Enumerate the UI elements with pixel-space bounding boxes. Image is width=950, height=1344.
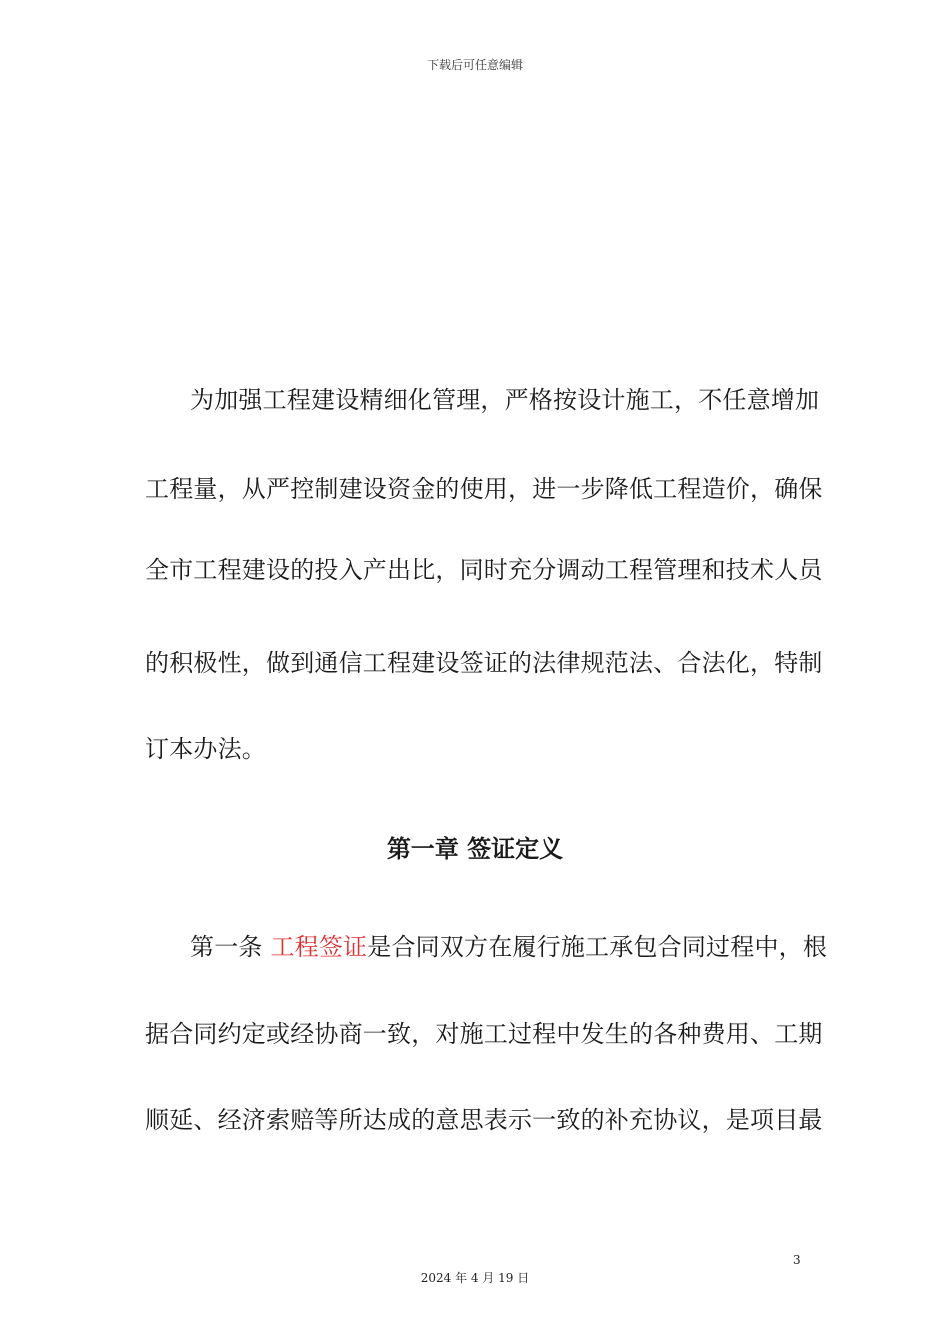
article-one-line-3: 顺延、经济索赔等所达成的意思表示一致的补充协议，是项目最 <box>145 1106 823 1134</box>
article-one-line-2: 据合同约定或经协商一致，对施工过程中发生的各种费用、工期 <box>145 1020 823 1048</box>
article-label: 第一条 <box>190 933 271 961</box>
intro-line-1: 为加强工程建设精细化管理，严格按设计施工，不任意增加 <box>190 386 820 414</box>
intro-line-3: 全市工程建设的投入产出比，同时充分调动工程管理和技术人员 <box>145 556 823 584</box>
highlighted-term: 工程签证 <box>270 933 368 961</box>
footer-date: 2024 年 4 月 19 日 <box>420 1271 530 1285</box>
intro-line-2: 工程量，从严控制建设资金的使用，进一步降低工程造价，确保 <box>145 475 823 503</box>
article-one-first-line-rest: 是合同双方在履行施工承包合同过程中，根 <box>367 933 828 961</box>
page-number: 3 <box>793 1253 801 1267</box>
intro-line-4: 的积极性，做到通信工程建设签证的法律规范法、合法化，特制 <box>145 649 823 677</box>
article-one-line-1 <box>190 930 828 964</box>
intro-line-5: 订本办法。 <box>145 735 266 763</box>
chapter-title: 第一章 签证定义 <box>386 835 564 863</box>
page-header: 下载后可任意编辑 <box>426 58 523 72</box>
